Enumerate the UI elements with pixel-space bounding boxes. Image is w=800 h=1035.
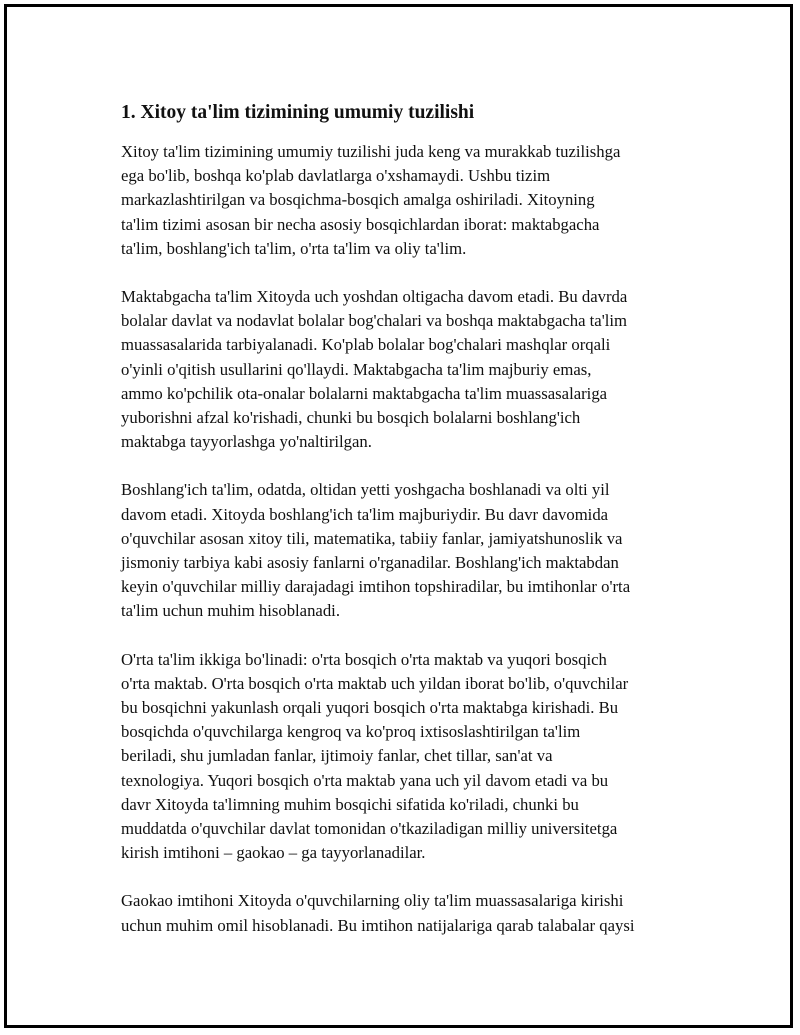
paragraph (121, 140, 701, 261)
text-line: o'yinli o'qitish usullarini qo'llaydi. Maktabgacha ta'lim majburiy emas, (121, 359, 592, 379)
text-line: o'rta maktab. O'rta bosqich o'rta maktab uch yildan iborat bo'lib, o'quvchilar (121, 673, 629, 693)
text-line: O'rta ta'lim ikkiga bo'linadi: o'rta bosqich o'rta maktab va yuqori bosqich (121, 649, 607, 669)
text-line: ta'lim uchun muhim hisoblanadi. (121, 601, 340, 621)
text-line: davr Xitoyda ta'limning muhim bosqichi sifatida ko'riladi, chunki bu (121, 794, 579, 814)
text-line: yuborishni afzal ko'rishadi, chunki bu bosqich bolalarni boshlang'ich (121, 408, 581, 428)
text-line: texnologiya. Yuqori bosqich o'rta maktab yana uch yil davom etadi va bu (121, 770, 609, 790)
text-line: muassasalarida tarbiyalanadi. Ko'plab bolalar bog'chalari mashqlar orqali (121, 335, 611, 355)
text-line: ta'lim, boshlang'ich ta'lim, o'rta ta'lim va oliy ta'lim. (121, 238, 467, 258)
section-heading: 1. Xitoy ta'lim tizimining umumiy tuzilishi (121, 102, 475, 123)
paragraph (121, 648, 701, 866)
text-line: bu bosqichni yakunlash orqali yuqori bosqich o'rta maktabga kirishadi. Bu (121, 698, 619, 718)
text-line: beriladi, shu jumladan fanlar, ijtimoiy fanlar, chet tillar, san'at va (121, 746, 553, 766)
text-line: maktabga tayyorlashga yo'naltirilgan. (121, 432, 372, 452)
text-line: Boshlang'ich ta'lim, odatda, oltidan yetti yoshgacha boshlanadi va olti yil (121, 480, 610, 500)
text-line: markazlashtirilgan va bosqichma-bosqich amalga oshiriladi. Xitoyning (121, 190, 595, 210)
page-frame (4, 4, 793, 1028)
text-line: ammo ko'pchilik ota-onalar bolalarni maktabgacha ta'lim muassasalariga (121, 383, 608, 403)
text-line: Xitoy ta'lim tizimining umumiy tuzilishi juda keng va murakkab tuzilishga (121, 142, 621, 161)
text-line: ega bo'lib, boshqa ko'plab davlatlarga o'xshamaydi. Ushbu tizim (121, 166, 551, 186)
text-line: kirish imtihoni – gaokao – ga tayyorlanadilar. (121, 843, 426, 863)
text-line: muddatda o'quvchilar davlat tomonidan o'tkaziladigan milliy universitetga (121, 819, 618, 839)
text-line: ta'lim tizimi asosan bir necha asosiy bosqichlardan iborat: maktabgacha (121, 214, 600, 234)
paragraph (121, 478, 701, 623)
text-line: keyin o'quvchilar milliy darajadagi imtihon topshiradilar, bu imtihonlar o'rta (121, 577, 631, 597)
paragraph (121, 285, 701, 454)
text-line: uchun muhim omil hisoblanadi. Bu imtihon natijalariga qarab talabalar qaysi (121, 915, 635, 935)
text-line: Maktabgacha ta'lim Xitoyda uch yoshdan oltigacha davom etadi. Bu davrda (121, 287, 628, 307)
text-line: davom etadi. Xitoyda boshlang'ich ta'lim majburiydir. Bu davr davomida (121, 504, 609, 524)
paragraph-list (121, 140, 701, 938)
document-body (121, 100, 701, 962)
text-line: Gaokao imtihoni Xitoyda o'quvchilarning oliy ta'lim muassasalariga kirishi (121, 891, 624, 911)
text-line: o'quvchilar asosan xitoy tili, matematika, tabiiy fanlar, jamiyatshunoslik va (121, 528, 623, 548)
text-line: jismoniy tarbiya kabi asosiy fanlarni o'rganadilar. Boshlang'ich maktabdan (121, 553, 619, 573)
paragraph (121, 889, 701, 937)
text-line: bolalar davlat va nodavlat bolalar bog'chalari va boshqa maktabgacha ta'lim (121, 311, 627, 331)
text-line: bosqichda o'quvchilarga kengroq va ko'proq ixtisoslashtirilgan ta'lim (121, 722, 581, 742)
